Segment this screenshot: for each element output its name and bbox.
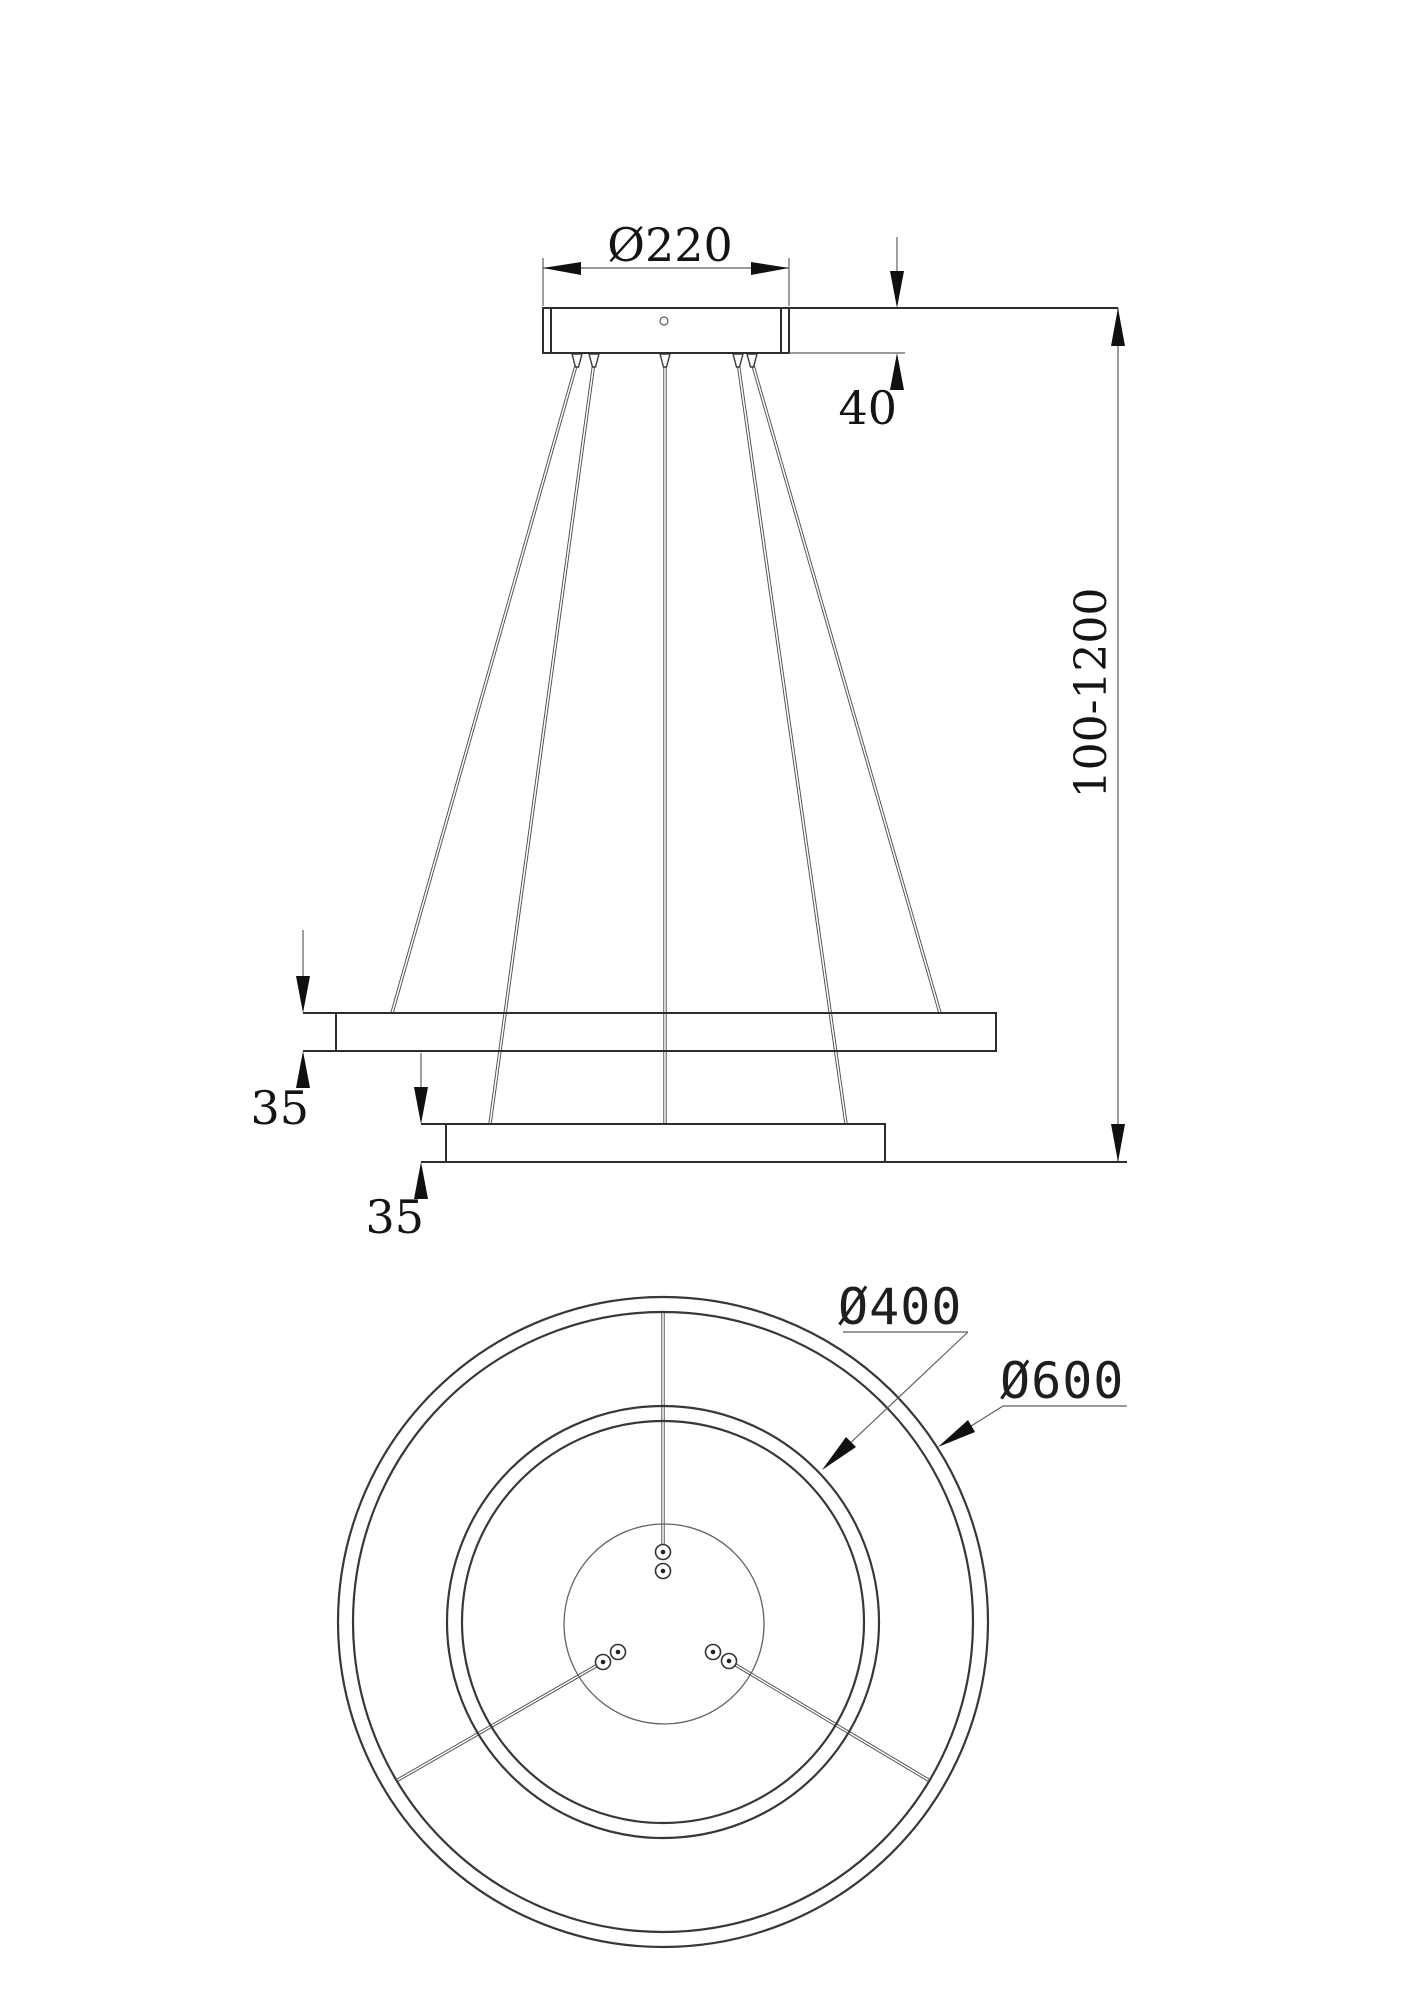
wire-grip-icon <box>747 354 757 367</box>
wire-anchors <box>596 1545 737 1670</box>
dim-suspension-height <box>1066 308 1125 1162</box>
arrowhead-down-icon <box>414 1087 428 1124</box>
inner-ring-side <box>446 1124 1127 1162</box>
plan-view <box>338 1278 1127 1947</box>
arrowhead-up-icon <box>1111 308 1125 346</box>
canopy-height-label: 40 <box>838 381 897 435</box>
wire-grip-icon <box>733 354 743 367</box>
side-view <box>250 218 1127 1244</box>
outer-ring-height-label: 35 <box>250 1081 309 1135</box>
wire-anchor-pin <box>711 1650 716 1655</box>
arrowhead-down-icon <box>1111 1124 1125 1162</box>
wire-anchor-pin <box>661 1550 666 1555</box>
wire-anchor-pin <box>601 1660 606 1665</box>
leader-arrowhead-icon <box>938 1420 975 1447</box>
wire-anchor-pin <box>727 1659 732 1664</box>
wire-grip-icon <box>660 354 670 367</box>
label-ring-600 <box>938 1352 1127 1447</box>
canopy-mount-hole <box>660 317 668 325</box>
arrowhead-down-icon <box>296 976 310 1013</box>
suspension-height-label: 100-1200 <box>1066 587 1117 799</box>
wire-anchor-pin <box>661 1569 666 1574</box>
wire-grip-icon <box>589 354 599 367</box>
suspension-wires <box>392 354 940 1124</box>
canopy <box>543 308 789 353</box>
arrowhead-right-icon <box>751 262 789 275</box>
dim-inner-ring-height <box>365 1053 446 1244</box>
outer-ring-diameter-label: Ø600 <box>1000 1352 1125 1410</box>
wire-anchor-pin <box>616 1650 621 1655</box>
arrowhead-down-icon <box>890 271 904 308</box>
leader-arrowhead-icon <box>822 1437 856 1470</box>
inner-ring-height-label: 35 <box>365 1190 424 1244</box>
dim-canopy-height <box>838 237 904 435</box>
arrowhead-left-icon <box>543 262 581 275</box>
wire-grip-icon <box>572 354 582 367</box>
dim-canopy-diameter <box>543 218 789 306</box>
inner-ring-diameter-label: Ø400 <box>838 1278 963 1336</box>
canopy-diameter-label: Ø220 <box>607 218 733 272</box>
dim-outer-ring-height <box>250 930 336 1135</box>
